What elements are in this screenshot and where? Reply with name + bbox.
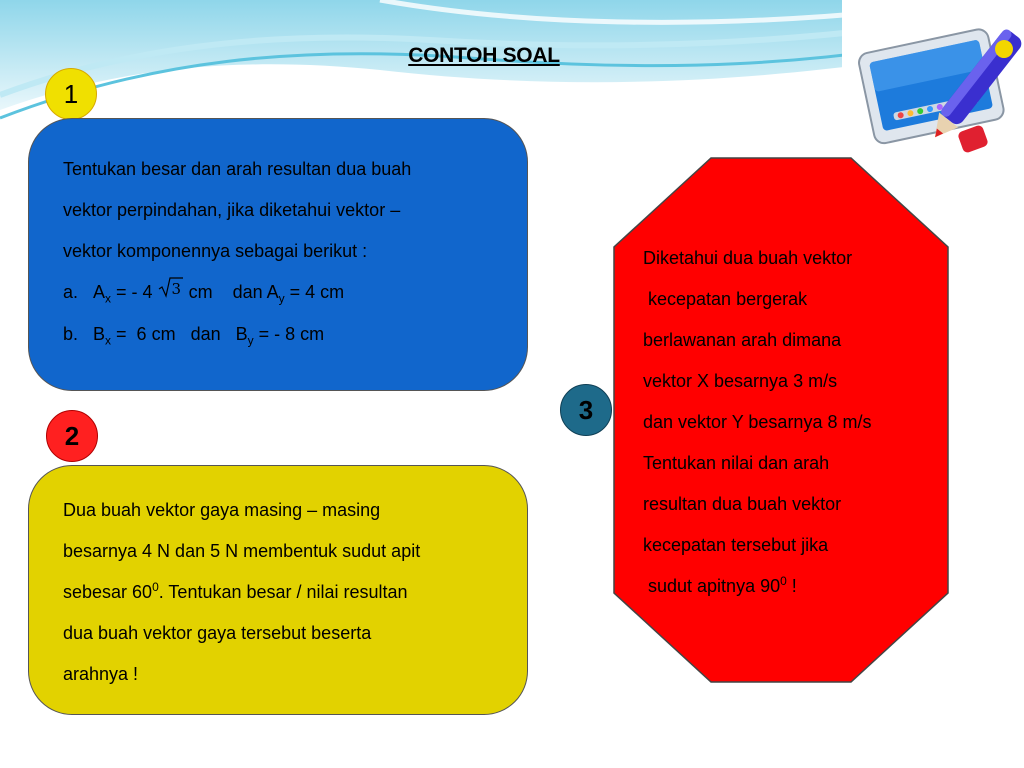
problem-2-text: sebesar 60	[63, 582, 153, 602]
ax-unit: cm	[183, 282, 213, 302]
ay-conj: dan A	[232, 282, 279, 302]
by-eq: = - 8 cm	[253, 323, 325, 344]
ax-var: A	[93, 282, 106, 302]
problem-3-line: dan vektor Y besarnya 8 m/s	[643, 412, 872, 432]
bx-eq: = 6 cm	[111, 323, 176, 344]
problem-1-line: vektor perpindahan, jika diketahui vektor –	[63, 200, 401, 220]
problem-2-line: besarnya 4 N dan 5 N membentuk sudut apit	[63, 541, 421, 561]
ax-eq: = - 4	[111, 282, 158, 302]
problem-2-box	[28, 465, 528, 715]
bx-sub: x	[105, 333, 112, 348]
ay-sub: y	[278, 291, 285, 306]
ax-sub: x	[105, 291, 112, 306]
problem-3-line	[643, 566, 871, 607]
problem-3-badge: 3	[560, 384, 612, 436]
problem-3-text-part: sudut apitnya 90	[643, 576, 781, 596]
degree-sup: 0	[780, 574, 787, 588]
bx-var: B	[93, 323, 106, 344]
problem-1-line: vektor komponennya sebagai berikut :	[63, 241, 368, 261]
ay-eq: = 4 cm	[284, 282, 345, 302]
problem-3-line: Tentukan nilai dan arah	[643, 453, 830, 473]
problem-2-badge: 2	[46, 410, 98, 462]
item-b-marker: b.	[63, 323, 79, 344]
problem-2-line	[63, 572, 527, 613]
sqrt-radicand: 3	[171, 279, 181, 298]
problem-3-line: vektor X besarnya 3 m/s	[643, 371, 838, 391]
problem-2-line: dua buah vektor gaya tersebut beserta	[63, 623, 372, 643]
sqrt-symbol	[158, 273, 184, 314]
problem-1-badge: 1	[45, 68, 97, 120]
problem-1-box	[28, 118, 528, 391]
problem-1-item-b	[63, 314, 527, 355]
by-conj: dan B	[190, 323, 248, 344]
problem-1-line: Tentukan besar dan arah resultan dua buah	[63, 159, 412, 179]
problem-1-item-a	[63, 272, 527, 314]
problem-3-text-part: !	[786, 576, 797, 596]
problem-3-line: Diketahui dua buah vektor	[643, 248, 853, 268]
problem-3-line: kecepatan tersebut jika	[643, 535, 829, 555]
item-a-marker: a.	[63, 282, 79, 302]
by-sub: y	[247, 333, 254, 348]
problem-3-line: resultan dua buah vektor	[643, 494, 842, 514]
problem-3-text	[643, 238, 871, 607]
degree-sup: 0	[152, 580, 159, 594]
page-title: CONTOH SOAL	[408, 44, 560, 67]
laptop-pen-icon	[842, 0, 1024, 165]
problem-3-line: berlawanan arah dimana	[643, 330, 842, 350]
problem-2-line: Dua buah vektor gaya masing – masing	[63, 500, 381, 520]
problem-2-line: arahnya !	[63, 664, 139, 684]
problem-2-text: . Tentukan besar / nilai resultan	[158, 582, 408, 602]
problem-3-line: kecepatan bergerak	[643, 289, 808, 309]
